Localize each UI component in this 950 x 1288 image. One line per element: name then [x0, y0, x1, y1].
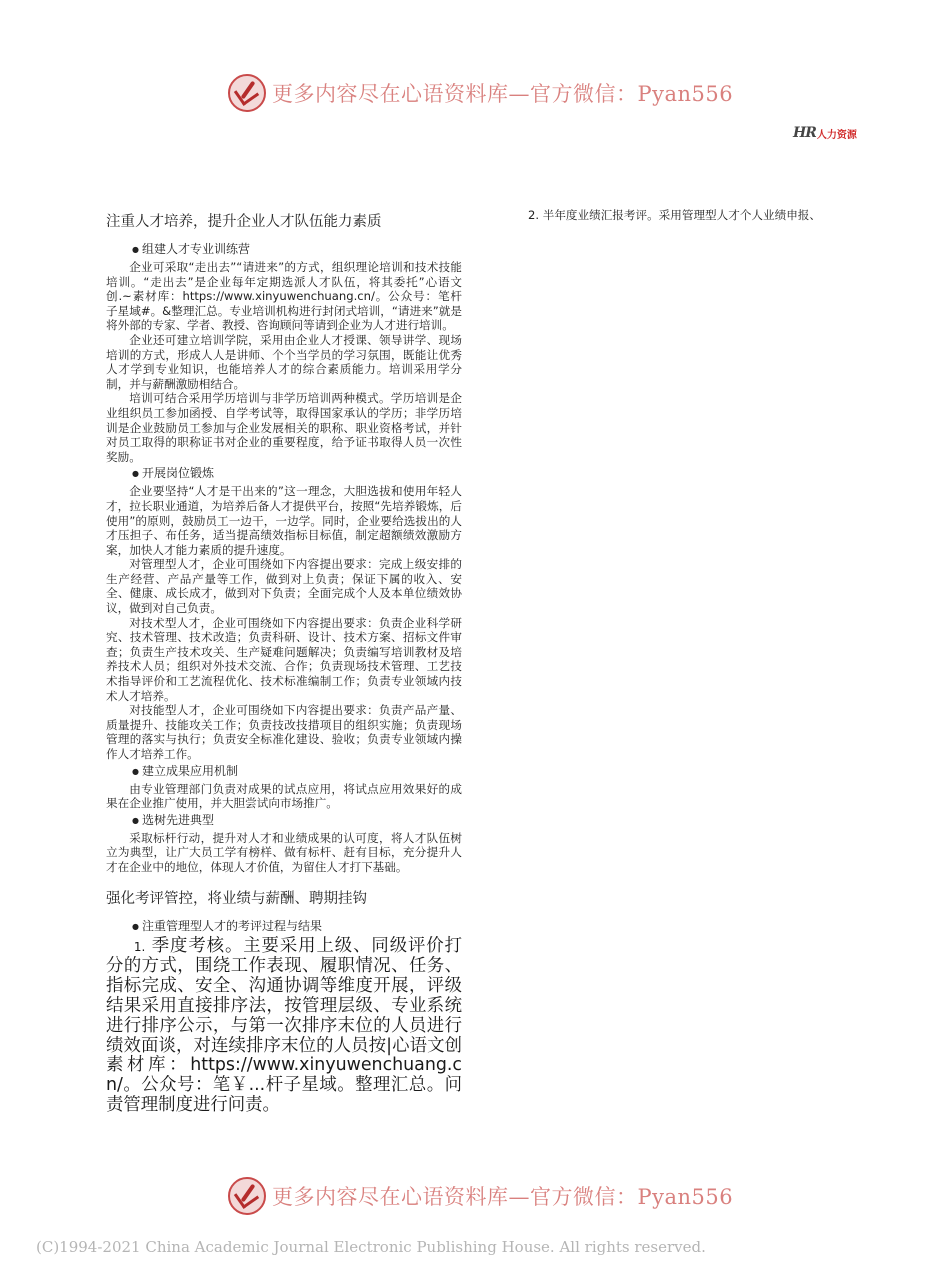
paragraph: 采取标杆行动，提升对人才和业绩成果的认可度，将人才队伍树立为典型，让广大员工学有榜样、做有标杆、赶有目标，充分提升人才在企业中的地位，体现人才价值，为留住人才打下基础。 [106, 830, 462, 874]
paragraph: 企业还可建立培训学院，采用由企业人才授课、领导讲学、现场培训的方式，形成人人是讲师、个个当学员的学习氛围，既能让优秀人才学到专业知识，也能培养人才的综合素质能力。培训采用学分制，并与薪酬激励相结合。 [106, 332, 462, 391]
hr-logo-text: 人力资源 [816, 129, 857, 141]
paragraph: 企业可采取“走出去”“请进来”的方式，组织理论培训和技术技能培训。“走出去”是企业每年定期选派人才队伍，将其委托”心语文创.~素材库：https://www.xinyuwenchuang.cn/。公众号：笔杆子星域#。&整理汇总。专业培训机构进行封闭式培训，“请进来”就是将外部的专家、学者、教授、咨询顾问等请到企业为人才进行培训。 [106, 260, 462, 333]
hr-logo [793, 125, 857, 141]
watermark-banner-bottom [228, 1176, 748, 1216]
hr-logo-mark: HR [793, 125, 816, 141]
copyright-footer: (C)1994-2021 China Academic Journal Electronic Publishing House. All rights reserved. [36, 1238, 706, 1256]
paragraph: 对技能型人才，企业可围绕如下内容提出要求：负责产品产量、质量提升、技能攻关工作；负责技改技措项目的组织实施；负责现场管理的落实与执行；负责安全标准化建设、验收；负责专业领域内操作人才培养工作。 [106, 703, 462, 761]
item-text: 季度考核。主要采用上级、同级评价打分的方式，围绕工作表现、履职情况、任务、指标完成、安全、沟通协调等维度开展，评级结果采用直接排序法，按管理层级、专业系统进行排序公示，与第一次排序末位的人员进行绩效面谈，对连续排序末位的人员按|心语文创素材库：https://www.xinyuwenchuang.cn/。公众号：笔￥...杆子星域。整理汇总。问责管理制度进行问责。 [106, 935, 462, 1115]
paragraph: 培训可结合采用学历培训与非学历培训两种模式。学历培训是企业组织员工参加函授、自学考试等，取得国家承认的学历；非学历培训是企业鼓励员工参加与企业发展相关的职称、职业资格考试，并针对员工取得的职称证书对企业的重要程度，给予证书取得人员一次性奖励。 [106, 391, 462, 464]
section-title: 注重人才培养，提升企业人才队伍能力素质 [106, 214, 382, 230]
bullet-heading: ● 注重管理型人才的考评过程与结果 [132, 919, 462, 934]
paragraph: 由专业管理部门负责对成果的试点应用，将试点应用效果好的成果在企业推广使用，并大胆尝试向市场推广。 [106, 781, 462, 811]
bullet-heading: ● 开展岗位锻炼 [132, 466, 462, 481]
pen-logo-icon [228, 1177, 266, 1215]
bullet-heading: ● 选树先进典型 [132, 813, 462, 828]
article-left-column [106, 208, 462, 1116]
bullet-heading: ● 组建人才专业训练营 [132, 242, 462, 257]
watermark-banner-top [228, 73, 748, 113]
banner-text: 更多内容尽在心语资料库—官方微信：Pyan556 [272, 1185, 734, 1209]
paragraph: 企业要坚持“人才是干出来的”这一理念，大胆选拔和使用年轻人才，拉长职业通道，为培养后备人才提供平台，按照“先培养锻炼，后使用”的原则，鼓励员工一边干，一边学。同时，企业要给选拔出的人才压担子、布任务，适当提高绩效指标目标值，制定超额绩效激励方案，加快人才能力素质的提升速度。 [106, 484, 462, 557]
paragraph: 对管理型人才，企业可围绕如下内容提出要求：完成上级安排的生产经营、产品产量等工作，做到对上负责；保证下属的收入、安全、健康、成长成才，做到对下负责；全面完成个人及本单位绩效协议，做到对自己负责。 [106, 557, 462, 616]
list-item-text: 2. 半年度业绩汇报考评。采用管理型人才个人业绩申报、 [528, 208, 821, 222]
section-title: 强化考评管控，将业绩与薪酬、聘期挂钩 [106, 890, 367, 907]
bullet-heading: ● 建立成果应用机制 [132, 764, 462, 779]
pen-logo-icon [228, 74, 266, 112]
banner-text: 更多内容尽在心语资料库—官方微信：Pyan556 [272, 82, 734, 106]
article-right-column [528, 208, 868, 223]
large-paragraph [106, 937, 462, 1116]
item-number: 1. [133, 939, 146, 954]
paragraph: 对技术型人才，企业可围绕如下内容提出要求：负责企业科学研究、技术管理、技术改造；负责科研、设计、技术方案、招标文件审查；负责生产技术攻关、生产疑难问题解决；负责编写培训教材及培养技术人员；组织对外技术交流、合作；负责现场技术管理、工艺技术指导评价和工艺流程优化、技术标准编制工作；负责专业领域内技术人才培养。 [106, 615, 462, 703]
